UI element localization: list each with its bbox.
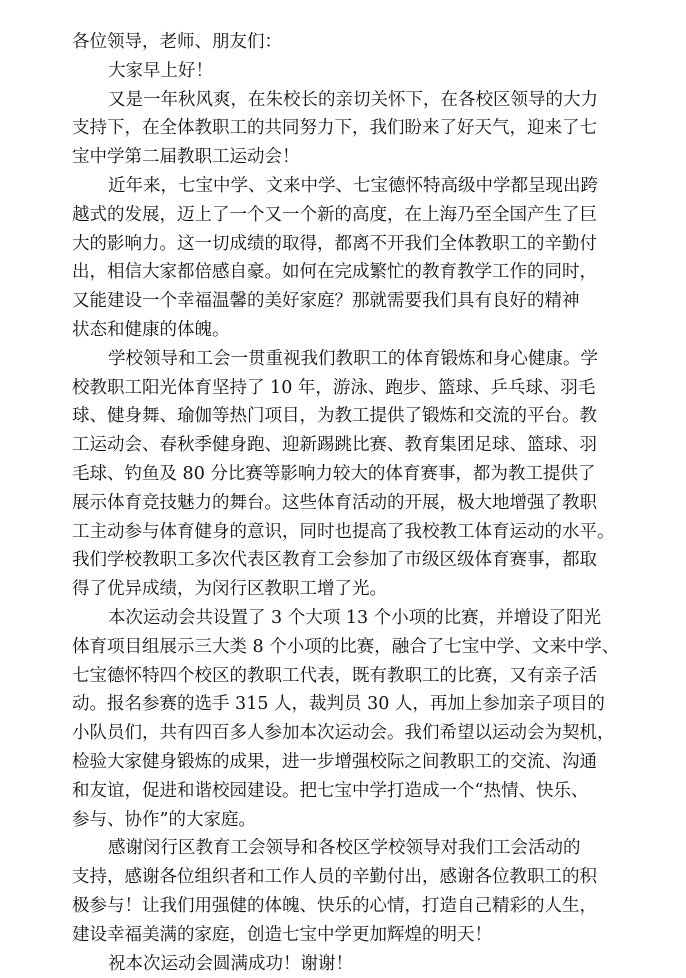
paragraph-3-line-8: 我们学校教职工多次代表区教育工会参加了市级区级体育赛事，都取: [72, 546, 632, 575]
paragraph-1-line-3: 宝中学第二届教职工运动会！: [72, 143, 632, 172]
paragraph-4-line-1: 本次运动会共设置了 3 个大项 13 个小项的比赛，并增设了阳光: [72, 604, 632, 633]
paragraph-2-line-2: 越式的发展，迈上了一个又一个新的高度，在上海乃至全国产生了巨: [72, 201, 632, 230]
paragraph-5-line-3: 极参与！让我们用强健的体魄、快乐的心情，打造自己精彩的人生，: [72, 892, 632, 921]
paragraph-4-line-7: 和友谊，促进和谐校园建设。把七宝中学打造成一个“热情、快乐、: [72, 777, 632, 806]
paragraph-3-line-3: 球、健身舞、瑜伽等热门项目，为教工提供了锻炼和交流的平台。教: [72, 402, 632, 431]
paragraph-4-line-6: 检验大家健身锻炼的成果，进一步增强校际之间教职工的交流、沟通: [72, 748, 632, 777]
paragraph-5-line-2: 支持，感谢各位组织者和工作人员的辛勤付出，感谢各位教职工的积: [72, 863, 632, 892]
paragraph-3-line-9: 得了优异成绩，为闵行区教职工增了光。: [72, 575, 632, 604]
greeting-line: 大家早上好！: [72, 57, 632, 86]
closing-line: 祝本次运动会圆满成功！谢谢！: [72, 950, 632, 978]
paragraph-4-line-3: 七宝德怀特四个校区的教职工代表，既有教职工的比赛，又有亲子活: [72, 662, 632, 691]
paragraph-2-line-6: 状态和健康的体魄。: [72, 316, 632, 345]
paragraph-5-line-1: 感谢闵行区教育工会领导和各校区学校领导对我们工会活动的: [72, 834, 632, 863]
paragraph-3-line-5: 毛球、钓鱼及 80 分比赛等影响力较大的体育赛事，都为教工提供了: [72, 460, 632, 489]
speech-document: [72, 28, 632, 978]
paragraph-4-line-2: 体育项目组展示三大类 8 个小项的比赛，融合了七宝中学、文来中学、: [72, 633, 632, 662]
paragraph-2-line-4: 出，相信大家都倍感自豪。如何在完成繁忙的教育教学工作的同时，: [72, 258, 632, 287]
paragraph-4-line-5: 小队员们，共有四百多人参加本次运动会。我们希望以运动会为契机，: [72, 719, 632, 748]
paragraph-3-line-4: 工运动会、春秋季健身跑、迎新踢跳比赛、教育集团足球、篮球、羽: [72, 431, 632, 460]
paragraph-1-line-1: 又是一年秋风爽，在朱校长的亲切关怀下，在各校区领导的大力: [72, 86, 632, 115]
paragraph-2-line-5: 又能建设一个幸福温馨的美好家庭？那就需要我们具有良好的精神: [72, 287, 632, 316]
paragraph-1-line-2: 支持下，在全体教职工的共同努力下，我们盼来了好天气，迎来了七: [72, 114, 632, 143]
paragraph-3-line-1: 学校领导和工会一贯重视我们教职工的体育锻炼和身心健康。学: [72, 345, 632, 374]
paragraph-2-line-3: 大的影响力。这一切成绩的取得，都离不开我们全体教职工的辛勤付: [72, 230, 632, 259]
paragraph-3-line-2: 校教职工阳光体育坚持了 10 年，游泳、跑步、篮球、乒乓球、羽毛: [72, 374, 632, 403]
paragraph-2-line-1: 近年来，七宝中学、文来中学、七宝德怀特高级中学都呈现出跨: [72, 172, 632, 201]
paragraph-3-line-6: 展示体育竞技魅力的舞台。这些体育活动的开展，极大地增强了教职: [72, 489, 632, 518]
paragraph-5-line-4: 建设幸福美满的家庭，创造七宝中学更加辉煌的明天！: [72, 921, 632, 950]
paragraph-3-line-7: 工主动参与体育健身的意识，同时也提高了我校教工体育运动的水平。: [72, 518, 632, 547]
paragraph-4-line-8: 参与、协作”的大家庭。: [72, 806, 632, 835]
paragraph-4-line-4: 动。报名参赛的选手 315 人，裁判员 30 人，再加上参加亲子项目的: [72, 690, 632, 719]
salutation-line: 各位领导，老师、朋友们：: [72, 28, 632, 57]
